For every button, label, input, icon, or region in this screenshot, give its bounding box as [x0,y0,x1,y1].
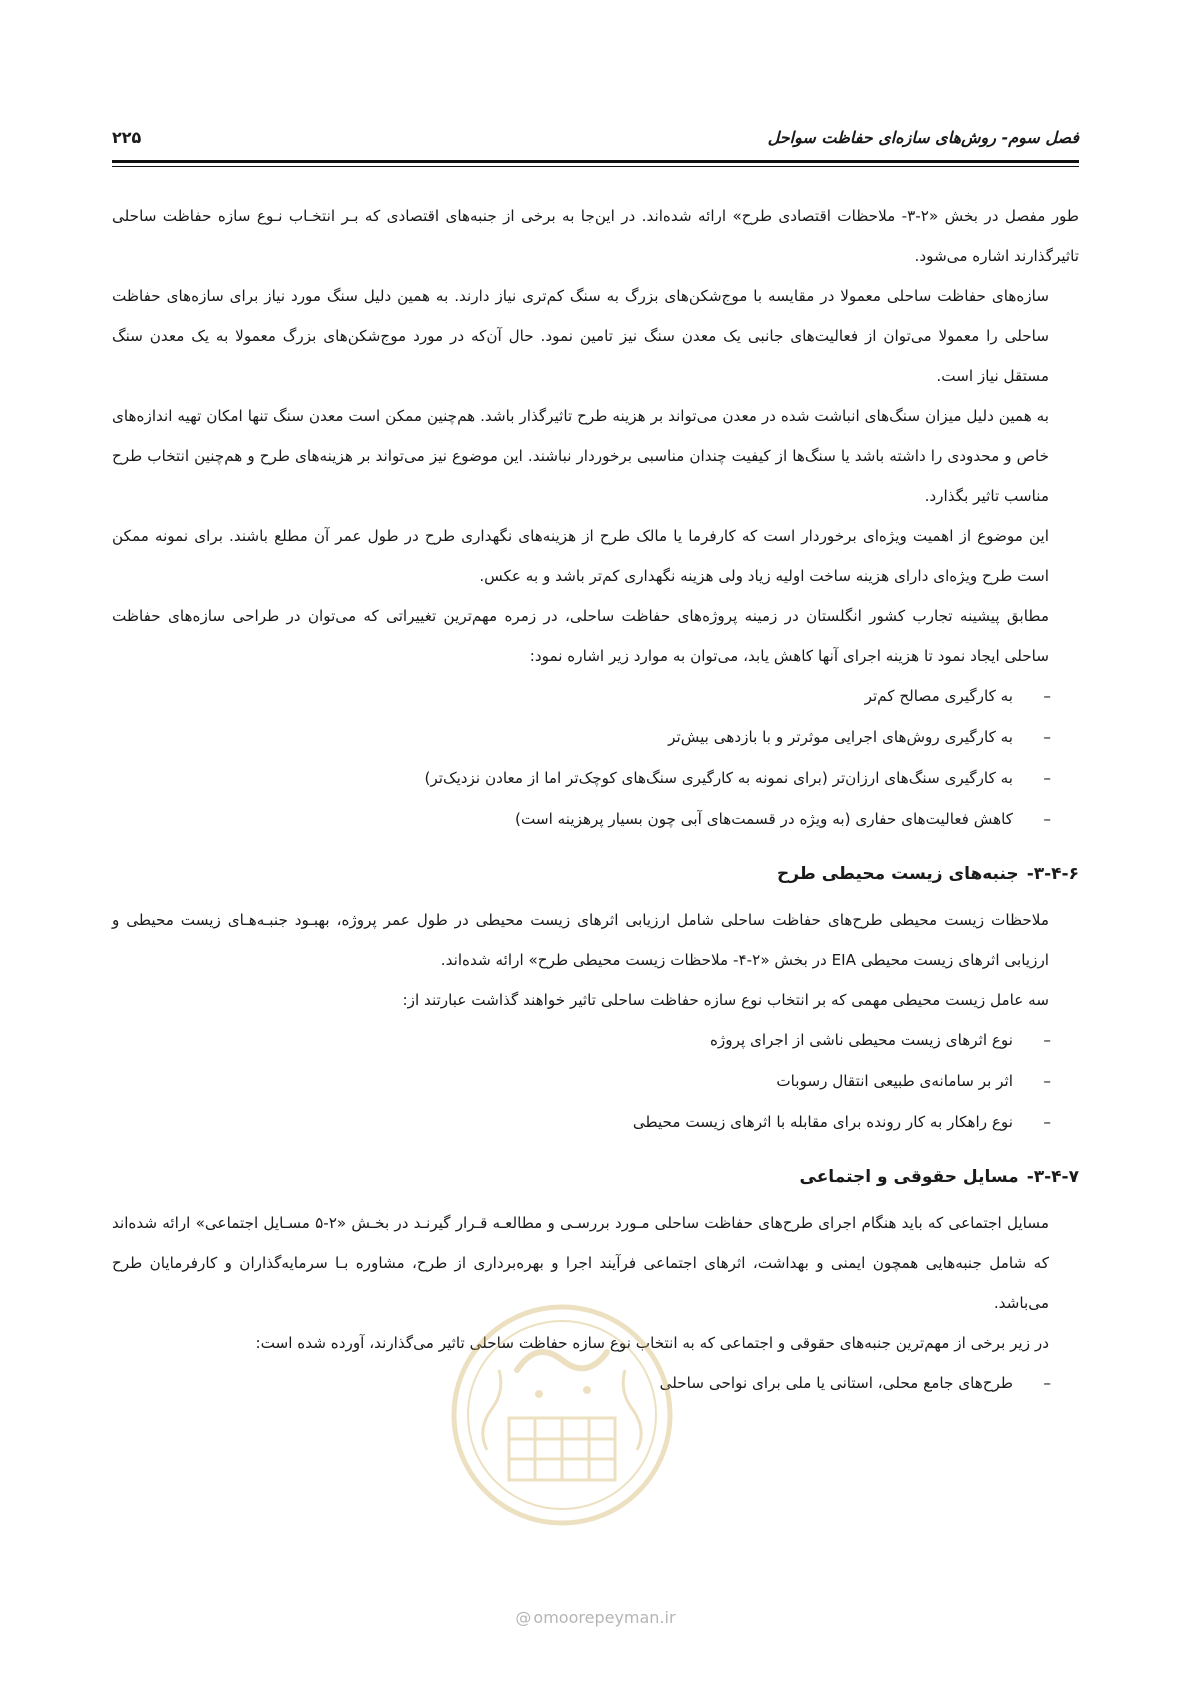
section-heading [112,1155,1079,1199]
list-item [112,1020,1051,1061]
list-item [112,676,1051,717]
section-number: ۳-۴-۷- [1026,1167,1079,1187]
bullet-list [112,676,1079,840]
paragraph: سازه‌های حفاظت ساحلی معمولا در مقایسه با موج‌شکن‌های بزرگ به سنگ کم‌تری نیاز دارند. به همین دلیل سنگ مورد نیاز برای سازه‌های حفاظت ساحلی را معمولا می‌توان از فعالیت‌های جانبی یک معدن سنگ نیز تامین نمود. حال آن‌که در مورد موج‌شکن‌های بزرگ معمولا به یک معدن سنگ مستقل نیاز است. [112,287,1049,385]
dash-bullet: – [1043,1374,1051,1392]
dash-bullet: – [1043,1072,1051,1090]
header-rule-thick [112,160,1079,163]
list-item-text: نوع اثرهای زیست محیطی ناشی از اجرای پروژه [709,1031,1013,1049]
paragraph: ملاحظات زیست محیطی طرح‌های حفاظت ساحلی شامل ارزیابی اثرهای زیست محیطی در طول عمر پروژه، بهبـود جنبـه‌هـای زیست محیطی و ارزیابی اثرهای زیست محیطی EIA در بخش «۲-۴- ملاحظات زیست محیطی طرح» ارائه شده‌اند. [112,911,1049,969]
at-symbol: @ [515,1608,532,1627]
list-item-text: به کارگیری روش‌های اجرایی موثرتر و با بازدهی بیش‌تر [668,728,1013,746]
dash-bullet: – [1043,810,1051,828]
running-title: فصل سوم- روش‌های سازه‌ای حفاظت سواحل [767,128,1079,147]
dash-bullet: – [1043,769,1051,787]
site-url: omoorepeyman.ir [533,1608,676,1627]
section-title: مسایل حقوقی و اجتماعی [799,1167,1019,1187]
page-number: ۲۲۵ [112,128,142,147]
list-item-text: نوع راهکار به کار رونده برای مقابله با اثرهای زیست محیطی [632,1113,1013,1131]
dash-bullet: – [1043,728,1051,746]
paragraph: طور مفصل در بخش «۲-۳- ملاحظات اقتصادی طرح» ارائه شده‌اند. در این‌جا به برخی از جنبه‌های اقتصادی که بـر انتخـاب نـوع سازه حفاظت ساحلی تاثیرگذارند اشاره می‌شود. [112,207,1079,265]
list-item [112,717,1051,758]
section-number: ۳-۴-۶- [1026,864,1079,884]
list-item-text: کاهش فعالیت‌های حفاری (به ویژه در قسمت‌های آبی چون بسیار پرهزینه است) [515,810,1013,828]
section-heading [112,852,1079,896]
list-item-text: به کارگیری مصالح کم‌تر [864,687,1013,705]
bullet-list [112,1020,1079,1143]
paragraph: مطابق پیشینه تجارب کشور انگلستان در زمینه پروژه‌های حفاظت ساحلی، در زمره مهم‌ترین تغییراتی که می‌توان در طراحی سازه‌های حفاظت ساحلی ایجاد نمود تا هزینه اجرای آنها کاهش یابد، می‌توان به موارد زیر اشاره نمود: [112,607,1049,665]
dash-bullet: – [1043,1031,1051,1049]
list-item-text: به کارگیری سنگ‌های ارزان‌تر (برای نمونه به کارگیری سنگ‌های کوچک‌تر اما از معادن نزدیک‌تر) [424,769,1013,787]
paragraph: به همین دلیل میزان سنگ‌های انباشت شده در معدن می‌تواند بر هزینه طرح تاثیرگذار باشد. هم‌چنین ممکن است معدن سنگ تنها امکان تهیه اندازه‌های خاص و محدودی را داشته باشد یا سنگ‌ها از کیفیت چندان مناسبی برخوردار نباشند. این موضوع نیز می‌تواند بر هزینه‌های طرح و هم‌چنین انتخاب طرح مناسب تاثیر بگذارد. [112,407,1049,505]
list-item [112,1061,1051,1102]
section-title: جنبه‌های زیست محیطی طرح [776,864,1019,884]
paragraph: در زیر برخی از مهم‌ترین جنبه‌های حقوقی و اجتماعی که به انتخاب نوع سازه حفاظت ساحلی تاثیر می‌گذارند، آورده شده است: [255,1334,1049,1352]
paragraph: سه عامل زیست محیطی مهمی که بر انتخاب نوع سازه حفاظت ساحلی تاثیر خواهند گذاشت عبارتند از: [402,991,1049,1009]
header-rule-thin [112,166,1079,167]
list-item-text: طرح‌های جامع محلی، استانی یا ملی برای نواحی ساحلی [659,1374,1013,1392]
paragraph: مسایل اجتماعی که باید هنگام اجرای طرح‌های حفاظت ساحلی مـورد بررسـی و مطالعـه قـرار گیرنـد در بخـش «۲-۵ مسـایل اجتماعی» ارائه شده‌اند که شامل جنبه‌هایی همچون ایمنی و بهداشت، اثرهای اجتماعی فرآیند اجرا و بهره‌برداری از طرح، مشاوره بـا سرمایه‌گذاران و کارفرمایان طرح می‌باشد. [112,1214,1049,1312]
list-item [112,1102,1051,1143]
list-item-text: اثر بر سامانه‌ی طبیعی انتقال رسوبات [776,1072,1013,1090]
body-text [112,196,1079,1404]
watermark-seal-logo [447,1300,677,1530]
list-item [112,799,1051,840]
paragraph: این موضوع از اهمیت ویژه‌ای برخوردار است که کارفرما یا مالک طرح از هزینه‌های نگهداری طرح در طول عمر آن مطلع باشند. برای نمونه ممکن است طرح ویژه‌ای دارای هزینه ساخت اولیه زیاد ولی هزینه نگهداری کم‌تر باشد و به عکس. [112,527,1049,585]
dash-bullet: – [1043,1113,1051,1131]
dash-bullet: – [1043,687,1051,705]
list-item [112,758,1051,799]
site-watermark-footer [0,1608,1191,1627]
running-header [112,128,1079,158]
